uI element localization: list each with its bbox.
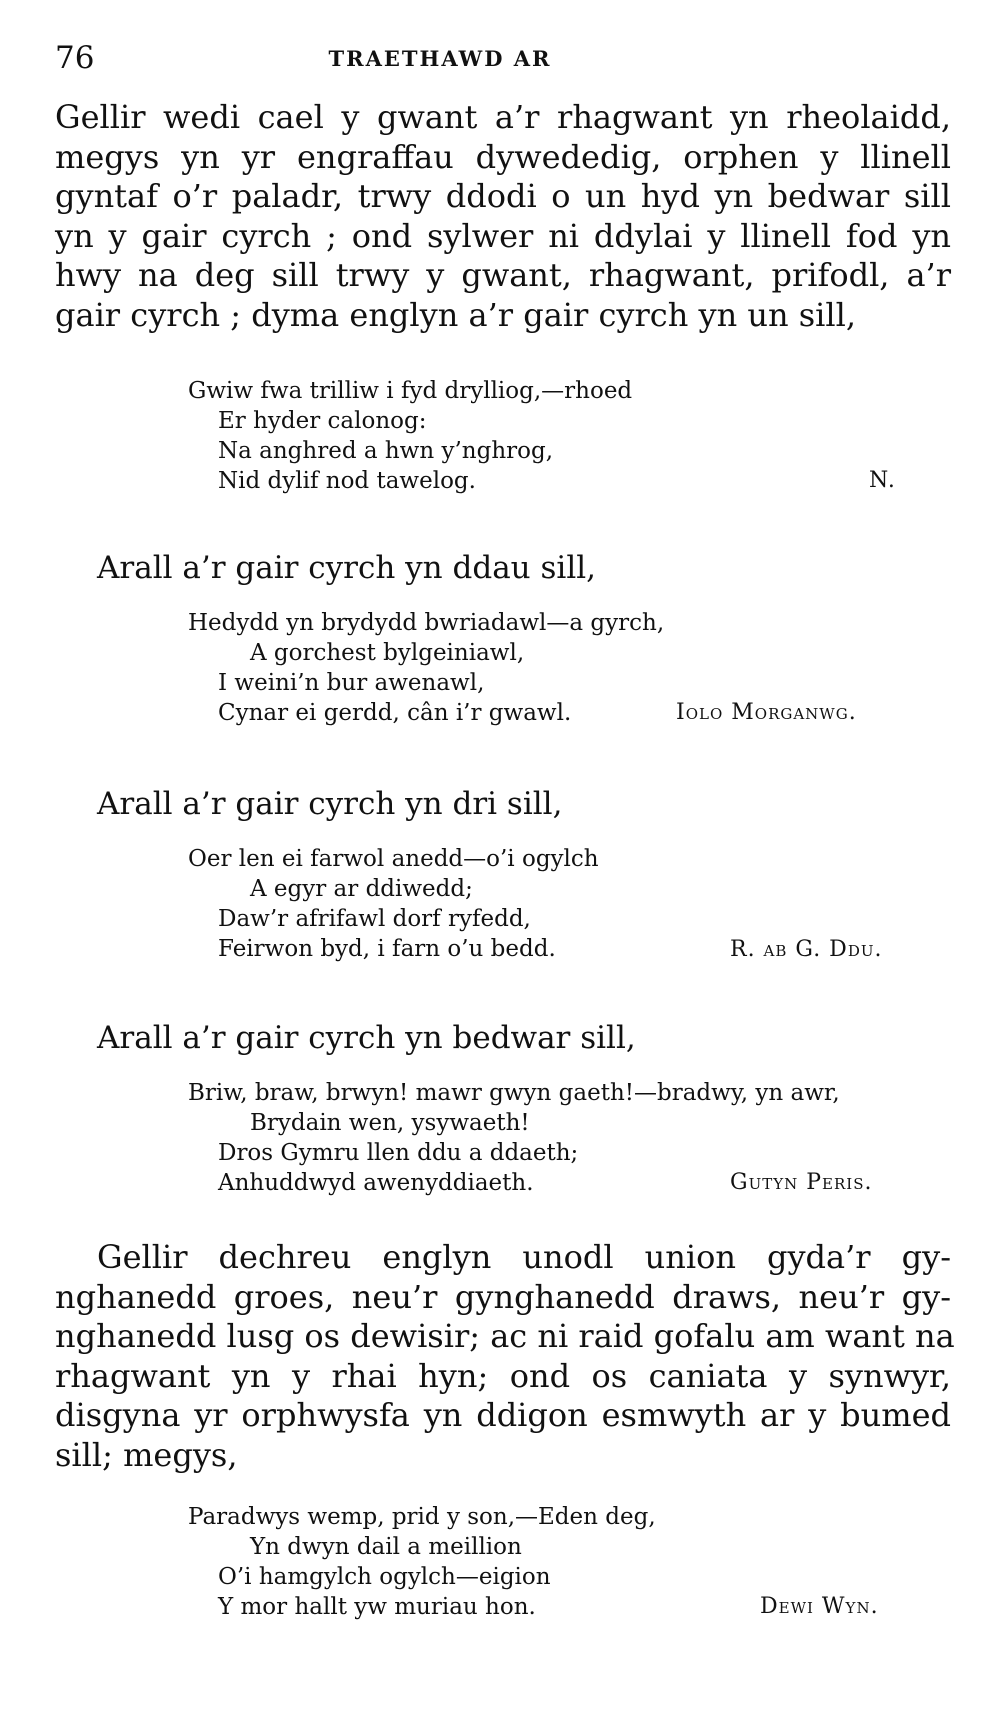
text-line: Gellir wedi cael y gwant a’r rhagwant yn rheolaidd, <box>55 98 951 136</box>
text-line: Gellir dechreu englyn unodl union gyda’r gy- <box>97 1238 951 1276</box>
section-intro: Arall a’r gair cyrch yn ddau sill, <box>97 550 596 586</box>
verse-line: Y mor hallt yw muriau hon. <box>218 1594 536 1620</box>
running-head: TRAETHAWD AR <box>328 46 552 71</box>
verse-line: Er hyder calonog: <box>218 408 427 434</box>
text-line: hwy na deg sill trwy y gwant, rhagwant, prifodl, a’r <box>55 256 951 294</box>
section-intro: Arall a’r gair cyrch yn bedwar sill, <box>97 1020 636 1056</box>
text-line: gyntaf o’r paladr, trwy ddodi o un hyd yn bedwar sill <box>55 177 951 215</box>
page-header <box>55 38 935 78</box>
text-line: rhagwant yn y rhai hyn; ond os caniata y synwyr, <box>55 1356 951 1395</box>
verse-line: A egyr ar ddiwedd; <box>250 876 473 902</box>
section-intro: Arall a’r gair cyrch yn dri sill, <box>97 786 563 822</box>
verse-line: Hedydd yn brydydd bwriadawl—a gyrch, <box>188 610 665 636</box>
attribution: Dewi Wyn. <box>760 1594 879 1619</box>
paragraph-1 <box>55 98 951 335</box>
verse-line: Oer len ei farwol anedd—o’i ogylch <box>188 846 599 872</box>
verse-line: Cynar ei gerdd, cân i’r gwawl. <box>218 700 572 726</box>
attribution: R. ab G. Ddu. <box>730 937 883 962</box>
verse-line: Feirwon byd, i farn o’u bedd. <box>218 936 556 962</box>
englyn-stanza-1 <box>188 376 948 496</box>
text-line: yn y gair cyrch ; ond sylwer ni ddylai y llinell fod yn <box>55 216 951 255</box>
verse-line: O’i hamgylch ogylch—eigion <box>218 1564 551 1590</box>
verse-line: Anhuddwyd awenyddiaeth. <box>218 1170 534 1196</box>
text-line: nghanedd groes, neu’r gynghanedd draws, neu’r gy- <box>55 1277 951 1316</box>
paragraph-2 <box>55 1238 955 1475</box>
text-line: gair cyrch ; dyma englyn a’r gair cyrch yn un sill, <box>55 295 857 334</box>
verse-line: A gorchest bylgeiniawl, <box>250 640 525 666</box>
page-number: 76 <box>55 40 95 76</box>
attribution: N. <box>869 468 896 493</box>
verse-line: Nid dylif nod tawelog. <box>218 468 476 494</box>
text-line: nghanedd lusg os dewisir; ac ni raid gofalu am want na <box>55 1317 955 1355</box>
text-line: megys yn yr engraffau dywededig, orphen y llinell <box>55 137 951 176</box>
attribution: Gutyn Peris. <box>730 1170 873 1195</box>
verse-line: Daw’r afrifawl dorf ryfedd, <box>218 906 531 932</box>
text-line: disgyna yr orphwysfa yn ddigon esmwyth ar y bumed <box>55 1396 951 1434</box>
verse-line: Briw, braw, brwyn! mawr gwyn gaeth!—bradwy, yn awr, <box>188 1080 840 1106</box>
attribution: Iolo Morganwg. <box>676 700 857 725</box>
verse-line: Yn dwyn dail a meillion <box>250 1534 522 1560</box>
verse-line: I weini’n bur awenawl, <box>218 670 485 696</box>
verse-line: Paradwys wemp, prid y son,—Eden deg, <box>188 1504 656 1530</box>
text-line: sill; megys, <box>55 1435 238 1474</box>
verse-line: Na anghred a hwn y’nghrog, <box>218 438 554 464</box>
verse-line: Brydain wen, ysywaeth! <box>250 1110 530 1136</box>
verse-line: Gwiw fwa trilliw i fyd drylliog,—rhoed <box>188 378 633 404</box>
verse-line: Dros Gymru llen ddu a ddaeth; <box>218 1140 579 1166</box>
